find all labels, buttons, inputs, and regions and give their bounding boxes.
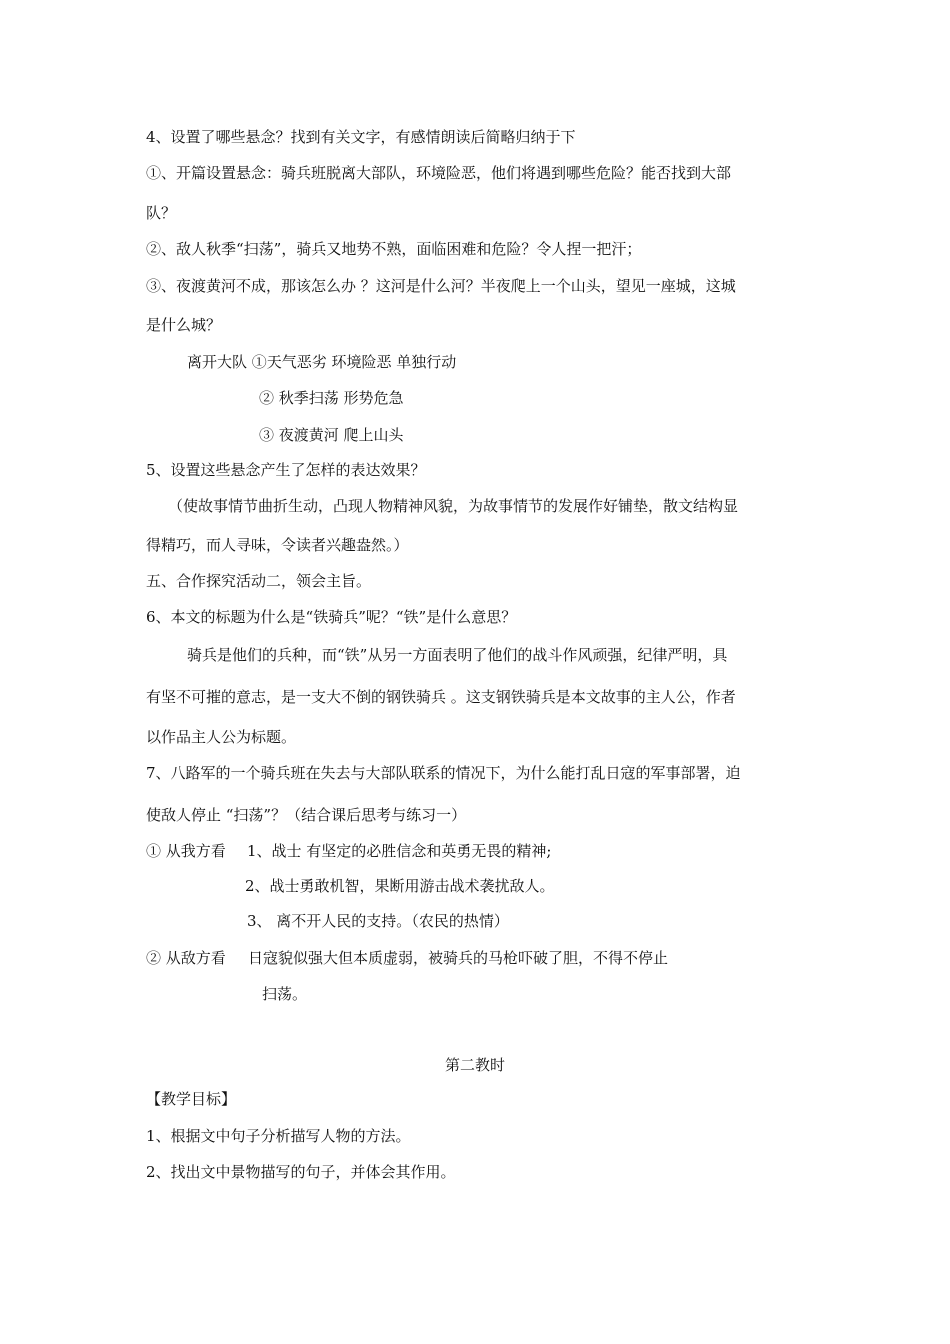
q4-item1-line2: 队？: [146, 204, 177, 222]
goal-item: 1、根据文中句子分析描写人物的方法。: [146, 1127, 411, 1145]
q7-ours-point: 2、战士勇敢机智，果断用游击战术袭扰敌人。: [245, 877, 555, 895]
section-five-heading: 五、合作探究活动二，领会主旨。: [146, 572, 372, 590]
q4-summary-line: ② 秋季扫荡 形势危急: [259, 389, 404, 407]
q7-ours-label: ① 从我方看: [146, 842, 226, 860]
q7-enemy-line2: 扫荡。: [262, 985, 308, 1003]
q4-summary-line: ③ 夜渡黄河 爬上山头: [259, 426, 404, 444]
q6-answer-line3: 以作品主人公为标题。: [146, 728, 297, 746]
goals-heading: 【教学目标】: [146, 1090, 237, 1108]
q6-answer-line1: 骑兵是他们的兵种，而“铁”从另一方面表明了他们的战斗作风顽强，纪律严明，具: [187, 646, 728, 664]
goal-item: 2、找出文中景物描写的句子，并体会其作用。: [146, 1163, 456, 1181]
q7-heading-line1: 7、八路军的一个骑兵班在失去与大部队联系的情况下，为什么能打乱日寇的军事部署，迫: [146, 764, 741, 782]
q4-heading: 4、设置了哪些悬念？找到有关文字，有感情朗读后简略归纳于下: [146, 128, 576, 146]
q5-answer-line2: 得精巧，而人寻味，令读者兴趣盎然。）: [146, 536, 409, 554]
q4-summary-line: 离开大队 ①天气恶劣 环境险恶 单独行动: [187, 353, 457, 371]
q4-item1-line1: ①、开篇设置悬念：骑兵班脱离大部队，环境险恶，他们将遇到哪些危险？能否找到大部: [146, 164, 732, 182]
q4-item3-line2: 是什么城？: [146, 316, 222, 334]
q6-answer-line2: 有坚不可摧的意志，是一支大不倒的钢铁骑兵 。这支钢铁骑兵是本文故事的主人公，作者: [146, 688, 736, 706]
q7-heading-line2: 使敌人停止 “扫荡”？（结合课后思考与练习一）: [146, 806, 467, 824]
q7-ours-point: 1、战士 有坚定的必胜信念和英勇无畏的精神;: [247, 842, 552, 860]
q4-item2: ②、敌人秋季“扫荡”，骑兵又地势不熟，面临困难和危险？令人捏一把汗；: [146, 240, 642, 258]
q5-answer-line1: （使故事情节曲折生动，凸现人物精神风貌，为故事情节的发展作好铺垫，散文结构显: [168, 497, 739, 515]
q7-enemy-label: ② 从敌方看: [146, 949, 226, 967]
q5-heading: 5、设置这些悬念产生了怎样的表达效果？: [146, 461, 426, 479]
lesson-two-title: 第二教时: [444, 1056, 505, 1074]
q6-heading: 6、本文的标题为什么是“铁骑兵”呢？“铁”是什么意思？: [146, 608, 517, 626]
q7-ours-point: 3、 离不开人民的支持。（农民的热情）: [247, 912, 509, 930]
q4-item3-line1: ③、夜渡黄河不成，那该怎么办 ？这河是什么河？半夜爬上一个山头，望见一座城，这城: [146, 277, 736, 295]
q7-enemy-line1: 日寇貌似强大但本质虚弱，被骑兵的马枪吓破了胆，不得不停止: [248, 949, 669, 967]
